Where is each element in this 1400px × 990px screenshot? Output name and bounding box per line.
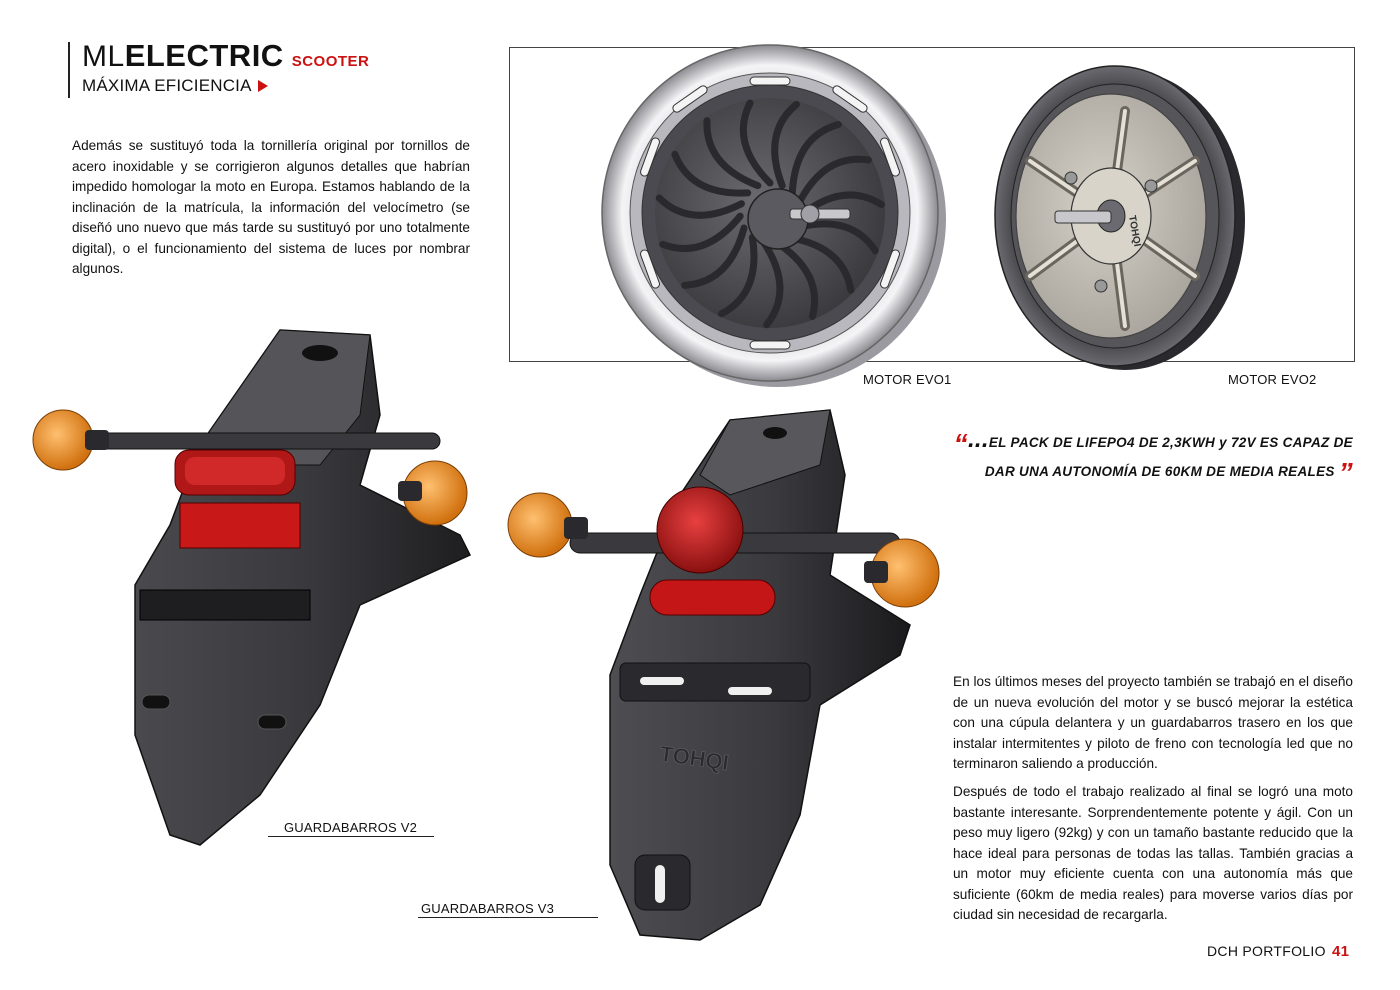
quote-dots: ... [967,426,989,453]
fender-v3-leader-line [418,917,598,918]
motor-evo2-caption: MOTOR EVO2 [1228,372,1317,387]
page-number: 41 [1331,943,1350,960]
page-subtitle [82,76,268,96]
play-triangle-icon [258,80,268,92]
intro-paragraph: Además se sustituyó toda la tornillería original por tornillos de acero inoxidable y se corrigieron algunos detalles que habrían impedido homologar la moto en Europa. Estamos hablando de la inclinación de la matrícula, la información del velocímetro (se diseñó uno nuevo que más tarde su sustituyó por uno totalmente digital), o el funcionamiento del sistema de luces por nombrar algunos. [72,138,470,276]
body-paragraph-1 [953,672,1353,775]
evo2-brand-text: TOHQI [1126,214,1143,248]
page-footer [1207,943,1349,960]
body-paragraph-2 [953,782,1353,926]
subtitle-text: MÁXIMA EFICIENCIA [82,76,252,95]
body-paragraph-2-text: Después de todo el trabajo realizado al final se logró una moto bastante interesante. Sorprendentemente potente y ágil. Con un peso muy ligero (92kg) y con un tamaño bastante reducido que la hace ideal para personas de todas las tallas. También gracias a un motor muy eficiente cuenta con una autonomía más que suficiente (60km de media reales) para moverse varios días por ciudad sin necesidad de recargarla. [953,784,1353,922]
fender-v2-leader-line [268,836,434,837]
fender-v3-brand-text: TOHQI [658,740,731,776]
motor-illustration-frame [509,47,1355,362]
title-prefix: ML [82,40,125,73]
title-accent-bar [68,42,70,98]
motor-evo1-caption: MOTOR EVO1 [863,372,952,387]
footer-label: DCH PORTFOLIO [1207,943,1326,959]
title-suffix: SCOOTER [291,53,370,70]
fender-v2-image [30,325,500,855]
motor-evo1-image [510,48,1354,361]
body-paragraph-1-text: En los últimos meses del proyecto también se trabajó en el diseño de un nueva evolución del motor y se buscó mejorar la estética con una cúpula delantera y un guardabarros trasero en los que instalar intermitentes y piloto de freno con tecnología led que no terminaron saliendo a producción. [953,674,1353,771]
title-main: ELECTRIC [124,38,284,73]
fender-v2-caption: GUARDABARROS V2 [284,820,418,835]
quote-open-mark: “ [953,428,968,459]
fender-v3-image [500,395,970,955]
fender-v3-caption: GUARDABARROS V3 [421,901,555,916]
page-title [82,40,369,78]
quote-text: EL PACK DE LIFEPO4 DE 2,3KWH y 72V ES CAPAZ DE DAR UNA AUTONOMÍA DE 60KM DE MEDIA REALES [984,435,1353,479]
quote-close-mark: ” [1338,457,1353,488]
pull-quote [945,428,1353,486]
